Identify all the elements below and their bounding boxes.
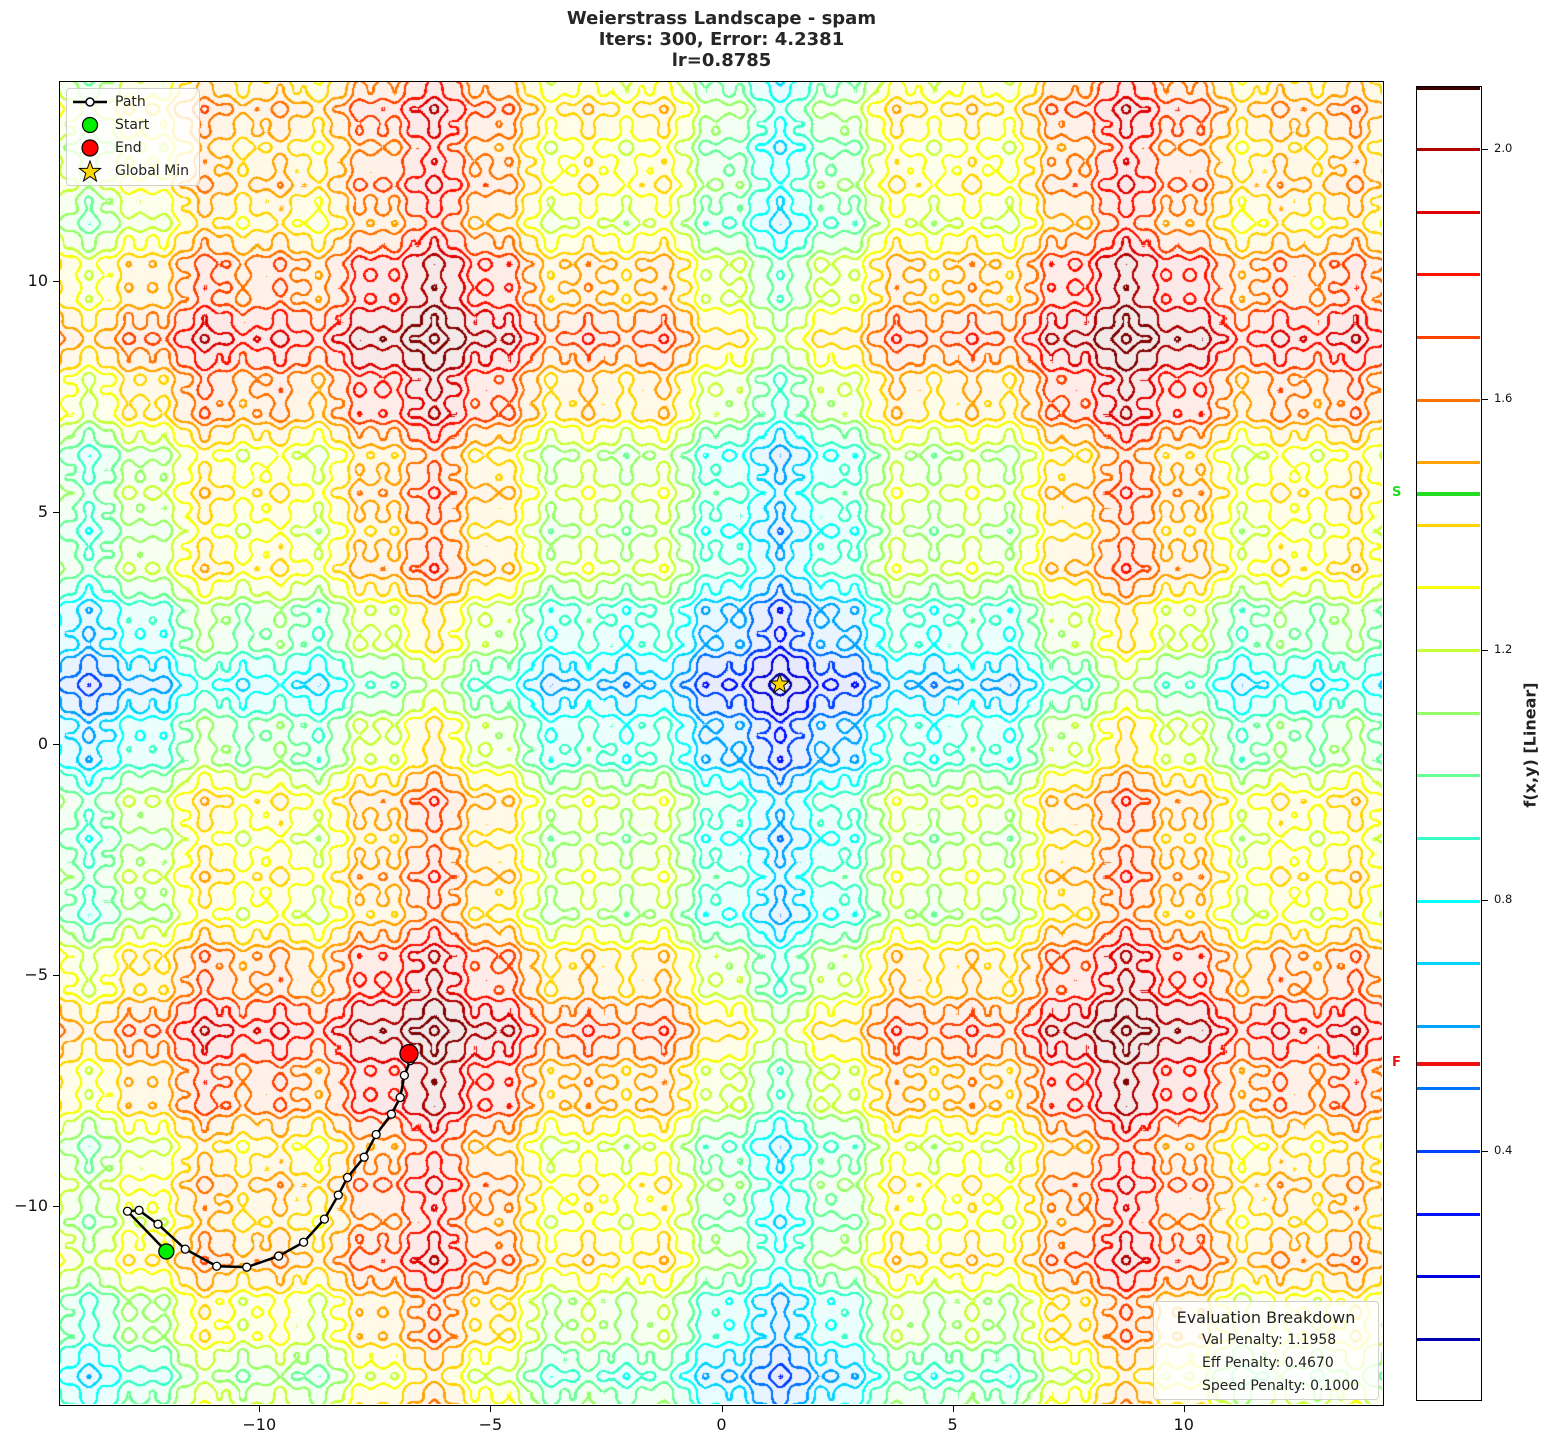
x-tick: [722, 1406, 723, 1412]
speed-penalty: Speed Penalty: 0.1000: [1202, 1378, 1360, 1394]
colorbar-tick-label: 1.6: [1494, 391, 1513, 406]
colorbar-tick: [1482, 1151, 1488, 1152]
colorbar: [1416, 86, 1482, 1401]
colorbar-level-line: [1417, 837, 1480, 840]
colorbar-level-line: [1417, 712, 1480, 715]
global-min-star-icon: [770, 674, 789, 692]
path-line-icon: [71, 91, 111, 113]
green-circle-icon: [71, 114, 111, 136]
optimization-path-overlay: [60, 82, 1382, 1404]
title-line-3: lr=0.8785: [671, 50, 772, 71]
colorbar-level-line: [1417, 586, 1480, 589]
x-tick: [1184, 1406, 1185, 1412]
colorbar-level-line: [1417, 1087, 1480, 1090]
path-point: [300, 1238, 308, 1246]
colorbar-level-line: [1417, 1213, 1480, 1216]
path-point: [344, 1174, 352, 1182]
y-tick-label: 10: [27, 271, 48, 291]
x-tick: [490, 1406, 491, 1412]
path-point: [320, 1215, 328, 1223]
colorbar-level-line: [1417, 336, 1480, 339]
path-point: [135, 1206, 143, 1214]
colorbar-level-line: [1417, 774, 1480, 777]
val-penalty: Val Penalty: 1.1958: [1202, 1332, 1337, 1348]
y-tick: [53, 512, 59, 513]
legend-item-path: Path: [67, 91, 199, 113]
colorbar-tick: [1482, 650, 1488, 651]
colorbar-marker-s: [1417, 492, 1480, 496]
colorbar-marker-f: [1417, 1062, 1480, 1066]
path-point: [243, 1263, 251, 1271]
colorbar-level-line: [1417, 1025, 1480, 1028]
x-tick-label: 5: [947, 1415, 958, 1434]
colorbar-tick: [1482, 149, 1488, 150]
x-tick-label: −5: [478, 1415, 503, 1434]
path-point: [181, 1245, 189, 1253]
path-point: [275, 1252, 283, 1260]
legend-item-global-min: Global Min: [67, 160, 199, 182]
legend-item-start: Start: [67, 114, 199, 136]
y-tick-label: 5: [37, 502, 48, 522]
colorbar-level-line: [1417, 1338, 1480, 1341]
colorbar-level-line: [1417, 649, 1480, 652]
colorbar-marker-label: F: [1392, 1054, 1401, 1070]
path-point: [360, 1153, 368, 1161]
path-point: [372, 1131, 380, 1139]
colorbar-label: f(x,y) [Linear]: [1520, 682, 1540, 808]
y-tick-label: −10: [14, 1195, 48, 1215]
x-tick: [953, 1406, 954, 1412]
legend-item-end: End: [67, 137, 199, 159]
evaluation-breakdown-box: [1153, 1301, 1379, 1400]
colorbar-level-line: [1417, 273, 1480, 276]
y-tick: [53, 281, 59, 282]
colorbar-tick: [1482, 900, 1488, 901]
colorbar-marker-label: S: [1392, 485, 1402, 501]
path-point: [123, 1207, 131, 1215]
path-point: [400, 1071, 408, 1079]
colorbar-level-line: [1417, 87, 1480, 90]
colorbar-tick-label: 2.0: [1494, 140, 1513, 155]
colorbar-level-line: [1417, 399, 1480, 402]
y-tick-label: −5: [24, 964, 48, 984]
colorbar-level-line: [1417, 148, 1480, 151]
start-marker: [159, 1244, 174, 1259]
colorbar-level-line: [1417, 211, 1480, 214]
colorbar-tick: [1482, 399, 1488, 400]
contour-plot-area: [59, 81, 1384, 1406]
x-tick-label: 10: [1173, 1415, 1194, 1434]
x-tick-label: −10: [242, 1415, 277, 1434]
evaluation-title: Evaluation Breakdown: [1176, 1308, 1356, 1327]
colorbar-tick-label: 1.2: [1494, 641, 1513, 656]
path-point: [213, 1262, 221, 1270]
colorbar-tick-label: 0.4: [1494, 1142, 1513, 1157]
optimization-path-line: [127, 1054, 410, 1268]
y-tick: [53, 1206, 59, 1207]
x-tick-label: 0: [716, 1415, 727, 1434]
x-tick: [259, 1406, 260, 1412]
path-point: [154, 1220, 162, 1228]
colorbar-level-line: [1417, 524, 1480, 527]
path-point: [387, 1110, 395, 1118]
title-line-1: Weierstrass Landscape - spam: [566, 8, 877, 29]
eff-penalty: Eff Penalty: 0.4670: [1202, 1355, 1334, 1371]
colorbar-level-line: [1417, 962, 1480, 965]
red-circle-icon: [71, 137, 111, 159]
end-marker: [400, 1045, 418, 1063]
colorbar-tick-label: 0.8: [1494, 892, 1513, 907]
path-point: [334, 1191, 342, 1199]
y-tick: [53, 975, 59, 976]
colorbar-level-line: [1417, 1275, 1480, 1278]
star-icon: [71, 160, 111, 182]
colorbar-level-line: [1417, 900, 1480, 903]
colorbar-level-line: [1417, 1150, 1480, 1153]
colorbar-level-line: [1417, 461, 1480, 464]
title-line-2: Iters: 300, Error: 4.2381: [598, 29, 845, 50]
y-tick: [53, 744, 59, 745]
y-tick-label: 0: [37, 733, 48, 753]
legend: [66, 88, 200, 186]
chart-title: [0, 8, 1443, 71]
path-point: [396, 1094, 404, 1102]
